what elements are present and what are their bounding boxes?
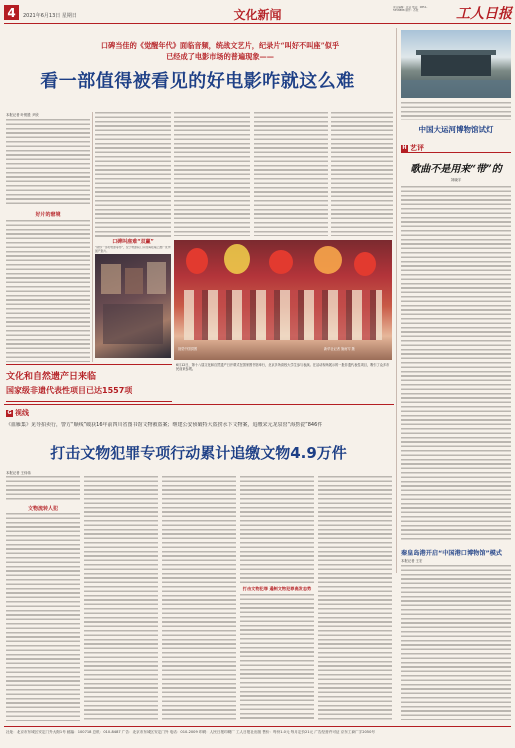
bottom-col4-text-b (240, 594, 314, 721)
museum-subhead: 本报记者 王宏 (401, 559, 423, 563)
bottom-col3-text (162, 476, 236, 721)
bottom-tag-label: 视线 (15, 409, 29, 417)
festival-subtitle: 国家级非遗代表性项目已达1557项 (6, 386, 133, 395)
lead-kicker-line2: 已经成了电影市场的普遍现象—— (166, 52, 274, 61)
museum-body (401, 565, 511, 720)
essay-body (401, 186, 511, 540)
bottom-subhead-right: 打击文物犯罪 遏制文物犯罪高发态势 (242, 586, 312, 591)
lead-byline: 本报记者 叶锐胜 尹欣 (6, 113, 39, 117)
bottom-byline: 本报记者 王伟伟 (6, 471, 31, 475)
masthead (0, 0, 515, 26)
issue-date: 2021年6月13日 星期日 (23, 13, 77, 19)
bottom-col1-text (6, 476, 80, 502)
photo-caption-small: 视觉中国供图 (178, 347, 198, 351)
bottom-tag-letter: G (7, 410, 12, 416)
festival-photo (174, 240, 392, 360)
lead-subhead-1: 好片的窘境 (35, 212, 61, 218)
masthead-logo: 工人日报 (456, 6, 512, 22)
lead-col1-text (6, 119, 90, 207)
bottom-col4-text (240, 476, 314, 584)
film-poster-photo (95, 254, 171, 358)
essay-byline: 刘晓宇 (450, 178, 462, 182)
section-title: 文化新闻 (233, 8, 282, 22)
water-reflection (401, 80, 511, 98)
lead-headline: 看一部值得被看见的好电影咋就这么难 (40, 71, 355, 92)
art-tag-letter: H (402, 145, 407, 151)
lead-col2-text (95, 112, 171, 237)
masthead-rule (4, 23, 511, 24)
poster-panel-4 (103, 304, 163, 344)
lead-col1-text-b (6, 220, 90, 362)
sidebar-top-text (401, 102, 511, 120)
lead-col5-text (331, 112, 393, 236)
bottom-section-tag (6, 408, 29, 418)
lantern-5 (354, 252, 376, 276)
poster-panel-3 (147, 262, 166, 294)
canal-museum-photo (401, 30, 511, 98)
performers (184, 290, 382, 340)
poster-panel-1 (101, 264, 121, 294)
lead-image-caption: “助你一部好电影等你”，位于电影院门口的海报墙上推广优秀国产影片。 (95, 246, 171, 253)
festival-photo-caption: 6月12日，第十八届文化和自然遗产日开幕式在国家图书馆举行，北京多所高校大学生参与表演。在活动现场展示的一批非遗代表性项目，吸引了众多市民前来参观。 (176, 363, 390, 372)
poster-panel-2 (125, 268, 143, 294)
art-tag-label: 艺评 (410, 144, 424, 152)
museum-building (421, 54, 491, 76)
page-number-badge (4, 5, 19, 20)
art-tag-rule (401, 152, 511, 153)
bottom-col5-text (318, 476, 392, 721)
lead-kicker-line1: 口碑当佳的《觉醒年代》面临音频，统战文艺片，纪录片“叫好不叫座”似乎 (100, 41, 340, 50)
bottom-subhead-left: 文物流转人犯 (27, 506, 58, 512)
lead-col4-text (254, 112, 328, 236)
bottom-col1-text-b (6, 513, 80, 721)
lead-subhead-2: 口碑叫座难“双赢” (112, 239, 154, 245)
canal-museum-headline: 中国大运河博物馆试灯 (418, 125, 494, 134)
page-number: 4 (7, 5, 16, 20)
essay-title: 歌曲不是用来“带”的 (410, 164, 502, 175)
footer-rule (4, 726, 511, 727)
lead-col3-text (174, 112, 250, 236)
footer-address: 社址：北京市东城区安定门外大街1号 邮编：100718 总机：010-8487 广告：北京市东城区安定门外 电话：010-2009 印刷：人民日报印刷厂 工人日报社出版 售价：每份1.0元 每月定价21元 广告经营许可证 京东工商广字2050号 (6, 730, 375, 734)
festival-title: 文化和自然遗产日来临 (6, 372, 97, 382)
lantern-3 (269, 250, 293, 274)
museum-roof (416, 50, 496, 55)
col-divider (92, 112, 93, 362)
bottom-headline: 打击文物犯罪专项行动累计追缴文物4.9万件 (50, 444, 347, 462)
editor-info: 责任编辑：张莹 电话：0851-5558888 制作：齐欣 (393, 6, 428, 13)
bottom-section-rule (4, 404, 394, 405)
lantern-4 (314, 246, 342, 274)
lead-kicker (60, 40, 380, 62)
museum-headline: 秦皇岛港开启“中国港口博物馆”模式 (401, 550, 502, 557)
sidebar-divider (396, 28, 397, 573)
bottom-col2-text (84, 476, 158, 721)
lantern-2 (224, 244, 250, 274)
festival-title-box (6, 364, 172, 402)
photo-credit-right: 新华社记者 施雨岑 摄 (324, 347, 355, 351)
bottom-kicker: 《血雁集》见导拍卖行，警方“顺线”破获16年前四川省图书馆文物被盗案；继建公安侦破特大盗捞水下文物案，追缴宋元龙泉窑“海捞瓷”846件 (6, 422, 323, 428)
lantern-1 (186, 248, 208, 274)
